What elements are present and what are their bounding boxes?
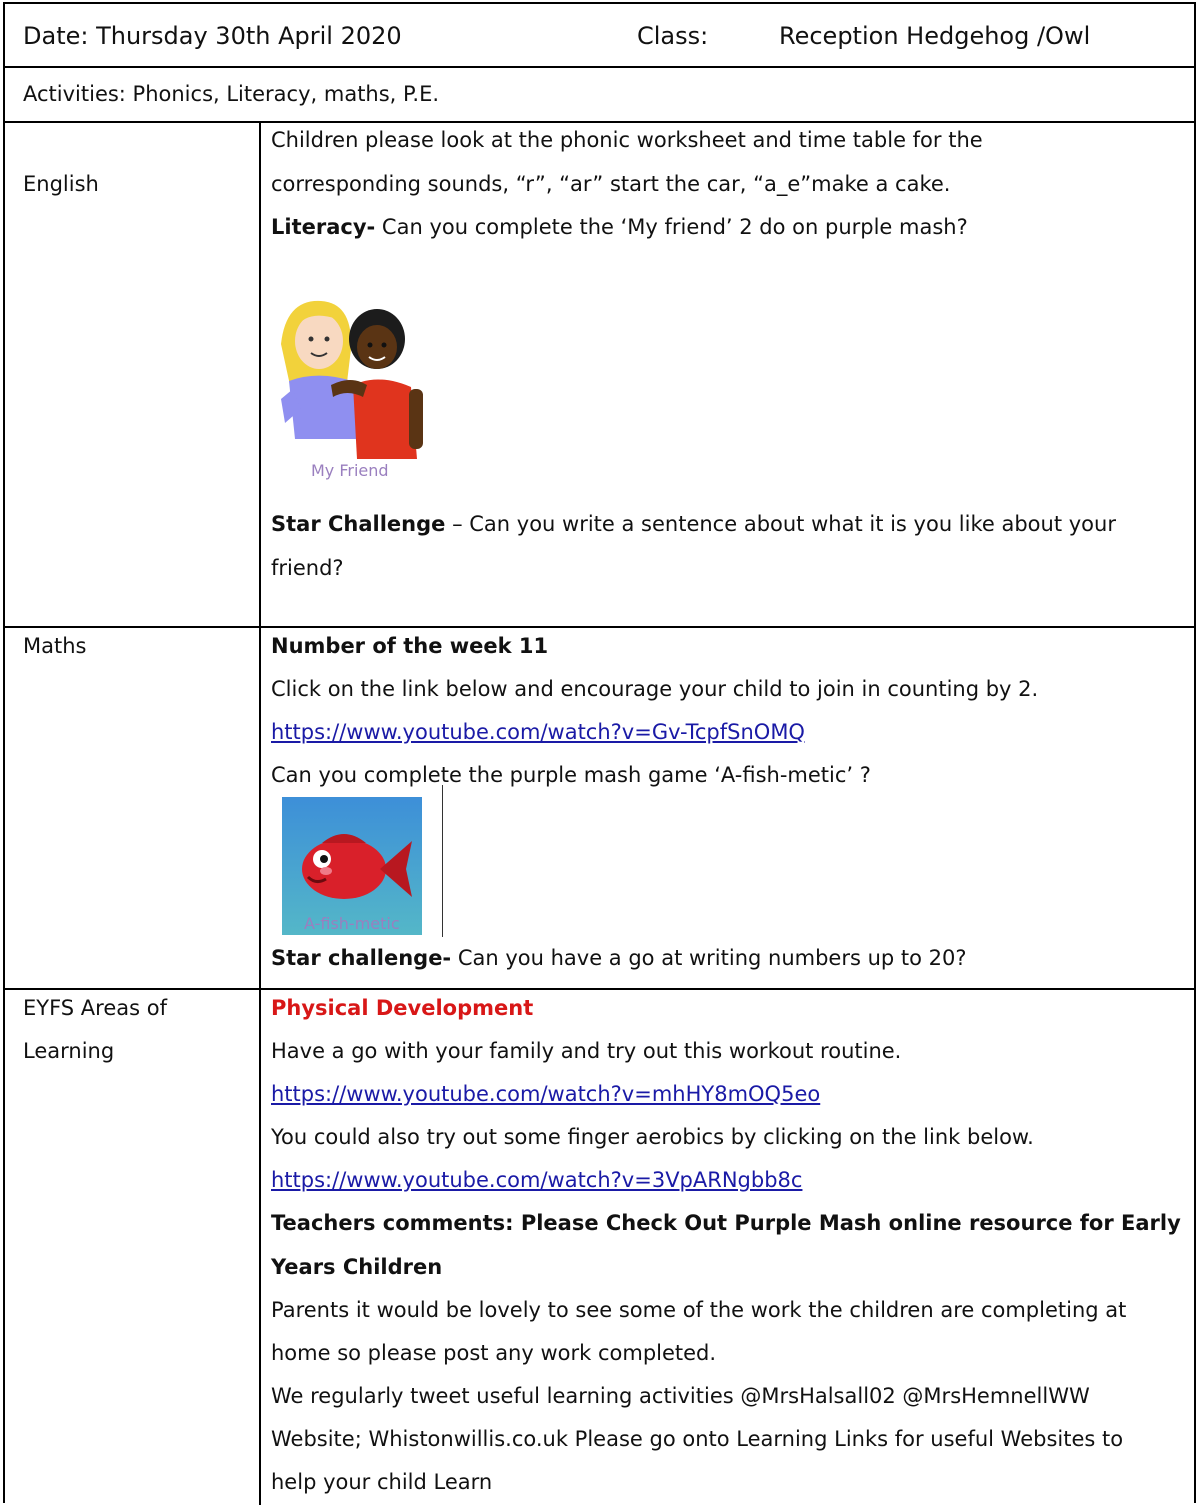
maths-star-text: Can you have a go at writing numbers up to 20? <box>451 946 967 970</box>
maths-video-link[interactable] <box>271 718 805 746</box>
my-friend-caption: My Friend <box>311 461 389 480</box>
maths-label: Maths <box>23 634 87 658</box>
maths-star-challenge <box>271 944 967 972</box>
eyfs-label-line2: Learning <box>23 1039 115 1063</box>
finger-aerobics-youtube-link[interactable]: https://www.youtube.com/watch?v=3VpARNgbb8c <box>271 1168 803 1192</box>
fish-caption: A-fish-metic <box>304 914 400 933</box>
teachers-comments-line2: Years Children <box>271 1255 443 1279</box>
literacy-heading: Literacy- <box>271 215 376 239</box>
eyfs-line2: You could also try out some finger aerobics by clicking on the link below. <box>271 1125 1034 1149</box>
workout-youtube-link[interactable]: https://www.youtube.com/watch?v=mhHY8mOQ5eo <box>271 1082 821 1106</box>
tweet-note: We regularly tweet useful learning activities @MrsHalsall02 @MrsHemnellWW <box>271 1384 1090 1408</box>
row-divider <box>5 121 1194 123</box>
english-label: English <box>23 172 99 196</box>
star-challenge-heading: Star Challenge <box>271 512 446 536</box>
eyfs-link1-row[interactable] <box>271 1080 820 1108</box>
maths-line1: Click on the link below and encourage your child to join in counting by 2. <box>271 677 1039 701</box>
eyfs-line1: Have a go with your family and try out this workout routine. <box>271 1039 902 1063</box>
date-heading: Date: Thursday 30th April 2020 <box>23 22 402 50</box>
my-friend-image[interactable] <box>271 289 431 480</box>
activity-sheet <box>3 2 1196 1503</box>
website-note-cont: help your child Learn <box>271 1470 493 1494</box>
row-divider <box>5 626 1194 628</box>
parents-note-line1: Parents it would be lovely to see some of the work the children are completing at <box>271 1298 1127 1322</box>
image-divider <box>442 785 443 937</box>
parents-note-line2: home so please post any work completed. <box>271 1341 717 1365</box>
row-divider <box>5 66 1194 68</box>
friends-illustration-icon <box>271 289 431 469</box>
eyfs-label-line1: EYFS Areas of <box>23 996 167 1020</box>
row-divider <box>5 988 1194 990</box>
maths-youtube-link[interactable]: https://www.youtube.com/watch?v=Gv-TcpfSnOMQ <box>271 720 805 744</box>
star-challenge-text: – Can you write a sentence about what it is you like about your <box>445 512 1116 536</box>
teachers-comments-line1: Teachers comments: Please Check Out Purple Mash online resource for Early <box>271 1211 1181 1235</box>
class-value: Reception Hedgehog /Owl <box>779 22 1091 50</box>
english-literacy <box>271 213 968 241</box>
activities-heading: Activities: Phonics, Literacy, maths, P.E. <box>23 82 440 106</box>
maths-title: Number of the week 11 <box>271 634 549 658</box>
physical-development-title: Physical Development <box>271 996 534 1020</box>
column-divider <box>259 121 261 1505</box>
maths-line2: Can you complete the purple mash game ‘A-fish-metic’ ? <box>271 763 871 787</box>
english-phonics-line2: corresponding sounds, “r”, “ar” start the car, “a_e”make a cake. <box>271 172 951 196</box>
english-phonics-line1: Children please look at the phonic worksheet and time table for the <box>271 128 983 152</box>
eyfs-link2-row[interactable] <box>271 1166 802 1194</box>
english-star-challenge-cont: friend? <box>271 556 344 580</box>
website-note: Website; Whistonwillis.co.uk Please go onto Learning Links for useful Websites to <box>271 1427 1124 1451</box>
literacy-text: Can you complete the ‘My friend’ 2 do on purple mash? <box>375 215 968 239</box>
maths-star-heading: Star challenge- <box>271 946 452 970</box>
english-star-challenge <box>271 510 1116 538</box>
class-label: Class: <box>637 22 709 50</box>
a-fish-metic-image[interactable] <box>282 797 447 947</box>
